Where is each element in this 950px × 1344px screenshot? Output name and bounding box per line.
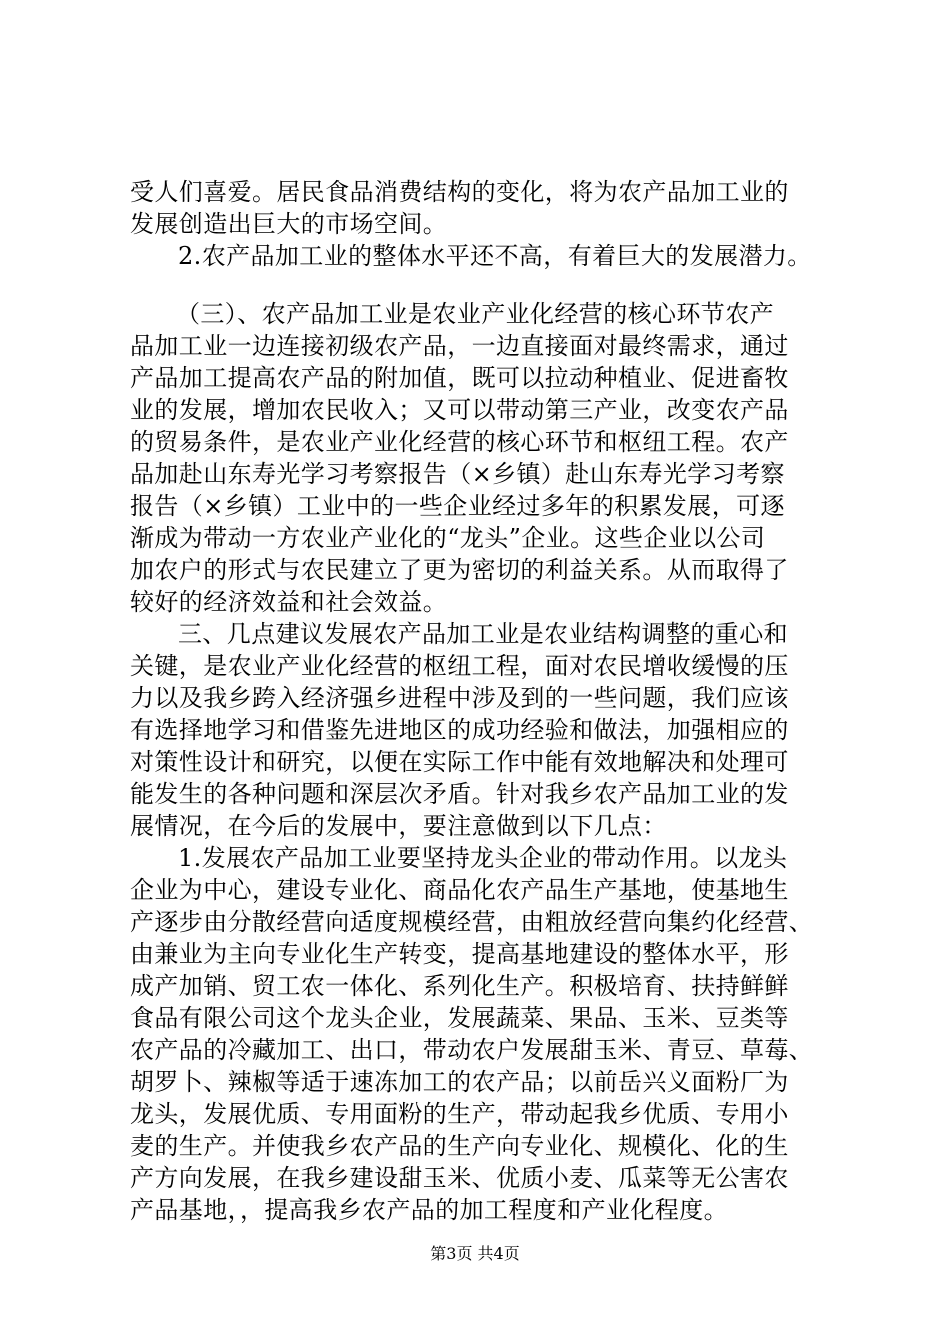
list-item: 1.发展农产品加工业要坚持龙头企业的带动作用。以龙头	[178, 844, 788, 872]
section-heading: （三）、农产品加工业是农业产业化经营的核心环节农产	[176, 300, 774, 328]
text-line: 展情况，在今后的发展中，要注意做到以下几点：	[130, 812, 667, 840]
text-line: 企业为中心，建设专业化、商品化农产品生产基地，使基地生	[130, 876, 789, 904]
text-line: 品加工业一边连接初级农产品，一边直接面对最终需求，通过	[130, 332, 789, 360]
text-line: 加农户的形式与农民建立了更为密切的利益关系。从而取得了	[130, 556, 789, 584]
text-line: 麦的生产。并使我乡农产品的生产向专业化、规模化、化的生	[130, 1132, 789, 1160]
text-line: 由兼业为主向专业化生产转变，提高基地建设的整体水平，形	[130, 940, 789, 968]
text-line: 关键，是农业产业化经营的枢纽工程，面对农民增收缓慢的压	[130, 652, 789, 680]
section-heading: 三、几点建议发展农产品加工业是农业结构调整的重心和	[178, 620, 788, 648]
text-line: 品加赴山东寿光学习考察报告（×乡镇）赴山东寿光学习考察	[130, 460, 785, 488]
text-line: 能发生的各种问题和深层次矛盾。针对我乡农产品加工业的发	[130, 780, 789, 808]
text-line: 对策性设计和研究，以便在实际工作中能有效地解决和处理可	[130, 748, 789, 776]
page-number: 第3页 共4页	[430, 1244, 520, 1263]
text-line: 的贸易条件，是农业产业化经营的核心环节和枢纽工程。农产	[130, 428, 789, 456]
text-line: 龙头，发展优质、专用面粉的生产，带动起我乡优质、专用小	[130, 1100, 789, 1128]
text-line: 食品有限公司这个龙头企业，发展蔬菜、果品、玉米、豆类等	[130, 1004, 789, 1032]
text-line: 胡罗卜、辣椒等适于速冻加工的农产品；以前岳兴义面粉厂为	[130, 1068, 789, 1096]
text-line: 力以及我乡跨入经济强乡进程中涉及到的一些问题，我们应该	[130, 684, 789, 712]
text-line: 报告（×乡镇）工业中的一些企业经过多年的积累发展，可逐	[130, 492, 785, 520]
text-line: 受人们喜爱。居民食品消费结构的变化，将为农产品加工业的	[130, 178, 789, 206]
text-line: 农产品的冷藏加工、出口，带动农户发展甜玉米、青豆、草莓、	[130, 1036, 814, 1064]
list-item: 2.农产品加工业的整体水平还不高，有着巨大的发展潜力。	[178, 242, 812, 270]
text-line: 产品加工提高农产品的附加值，既可以拉动种植业、促进畜牧	[130, 364, 789, 392]
text-line: 业的发展，增加农民收入；又可以带动第三产业，改变农产品	[130, 396, 789, 424]
text-line: 较好的经济效益和社会效益。	[130, 588, 448, 616]
text-line: 产逐步由分散经营向适度规模经营，由粗放经营向集约化经营、	[130, 908, 814, 936]
text-line: 产方向发展，在我乡建设甜玉米、优质小麦、瓜菜等无公害农	[130, 1164, 789, 1192]
text-line: 发展创造出巨大的市场空间。	[130, 210, 448, 238]
text-line: 产品基地，，提高我乡农产品的加工程度和产业化程度。	[130, 1196, 728, 1224]
text-line: 成产加销、贸工农一体化、系列化生产。积极培育、扶持鲜鲜	[130, 972, 789, 1000]
text-line: 有选择地学习和借鉴先进地区的成功经验和做法，加强相应的	[130, 716, 789, 744]
text-line: 渐成为带动一方农业产业化的“龙头”企业。这些企业以公司	[130, 524, 766, 552]
